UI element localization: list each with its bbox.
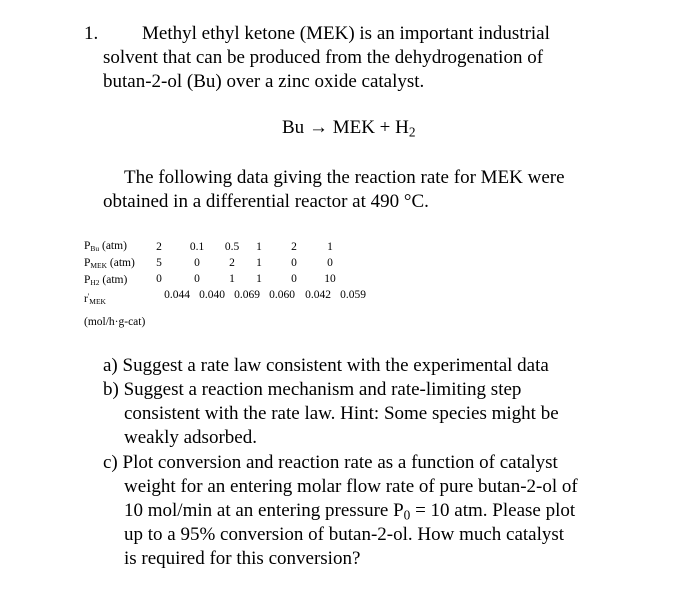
table-cell: 0 (194, 273, 200, 285)
label-rate-mek: $r'_{MEK}$ (84, 292, 106, 307)
reaction-products: MEK + H (332, 117, 409, 138)
table-cell: 1 (256, 257, 262, 269)
table-cell: 0 (327, 257, 333, 269)
question-a: a) Suggest a rate law consistent with the experimental data (103, 355, 549, 376)
table-cell: 0.040 (199, 289, 225, 301)
reaction-arrow: → (308, 117, 328, 138)
question-b-line-2: consistent with the rate law. Hint: Some species might be (124, 403, 559, 424)
table-cell: 1 (256, 241, 262, 253)
table-cell: 0 (194, 257, 200, 269)
table-cell: 1 (327, 241, 333, 253)
label-p-mek: $P_{MEK}$ (atm) (84, 257, 135, 271)
table-cell: 2 (229, 257, 235, 269)
label-p-bu: $P_{Bu}$ (atm) (84, 240, 127, 254)
table-cell: 0.060 (269, 289, 295, 301)
table-cell: 1 (256, 273, 262, 285)
data-intro-line-2: obtained in a differential reactor at 490 °C. (103, 191, 429, 212)
table-cell: 0.042 (305, 289, 331, 301)
intro-line-3: butan-2-ol (Bu) over a zinc oxide catalyst. (103, 71, 425, 92)
table-cell: 0.044 (164, 289, 190, 301)
reaction-reactant: Bu (282, 117, 305, 138)
question-c-line-3: 10 mol/min at an entering pressure $P_0 = 10$ atm. Please plot (124, 500, 576, 523)
table-cell: 0 (156, 273, 162, 285)
intro-line-2: solvent that can be produced from the dehydrogenation of (103, 47, 544, 68)
question-b-line-1: b) Suggest a reaction mechanism and rate-limiting step (103, 379, 522, 400)
table-cell: 0.5 (224, 241, 240, 253)
pressure-subscript: 0 (403, 507, 411, 523)
intro-line-1: Methyl ethyl ketone (MEK) is an important industrial (142, 23, 550, 44)
question-b-line-3: weakly adsorbed. (124, 427, 257, 448)
table-cell: 0.1 (189, 241, 205, 253)
table-cell: 1 (229, 273, 235, 285)
question-c-line-5: is required for this conversion? (124, 548, 361, 569)
question-c-line-4: up to a 95% conversion of butan-2-ol. How much catalyst (124, 524, 565, 545)
table-cell: 2 (156, 241, 162, 253)
reaction-equation (282, 116, 416, 140)
reaction-products-subscript: 2 (408, 124, 416, 140)
table-cell: 0 (291, 257, 297, 269)
label-rate-unit: (mol/h·g-cat) (84, 316, 146, 328)
table-cell: 0.069 (234, 289, 260, 301)
table-cell: 5 (156, 257, 162, 269)
problem-number: 1. (84, 23, 99, 44)
label-p-h2: $P_{H2}$ (atm) (84, 274, 128, 288)
table-cell: 0 (291, 273, 297, 285)
data-intro-line-1: The following data giving the reaction rate for MEK were (124, 167, 565, 188)
table-cell: 2 (291, 241, 297, 253)
question-c-line-1: c) Plot conversion and reaction rate as a function of catalyst (103, 452, 558, 473)
question-c-line-2: weight for an entering molar flow rate of pure butan-2-ol of (124, 476, 578, 497)
table-cell: 10 (324, 273, 336, 285)
table-cell: 0.059 (340, 289, 366, 301)
